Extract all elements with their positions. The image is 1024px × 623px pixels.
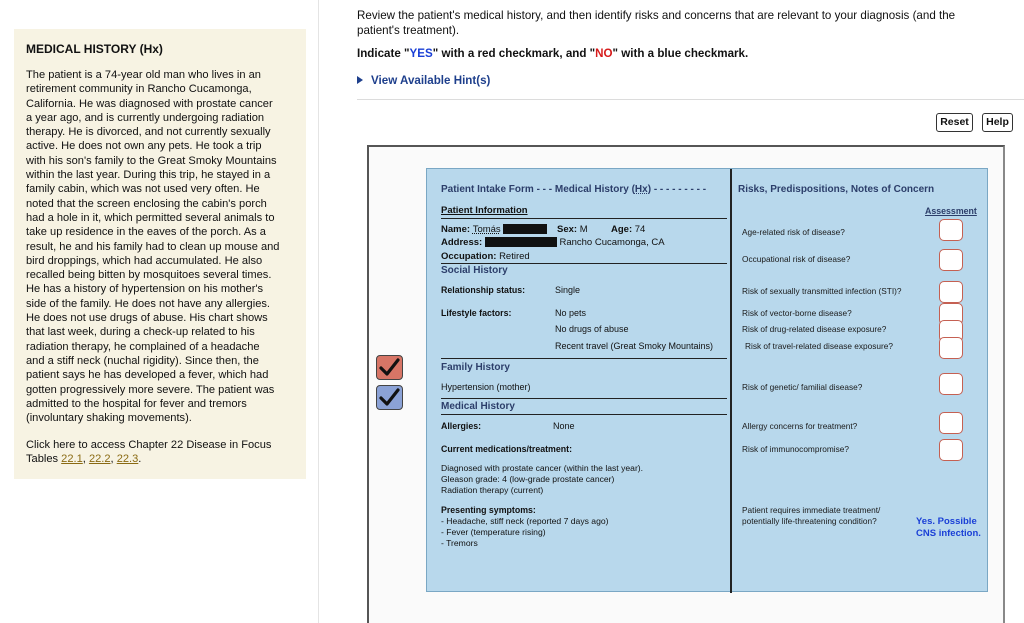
assessment-box-occupational[interactable] — [939, 249, 963, 271]
lifestyle-label: Lifestyle factors: — [441, 308, 512, 318]
social-rule — [441, 263, 727, 264]
panel-divider — [318, 0, 319, 623]
lifestyle-item: No drugs of abuse — [555, 324, 629, 334]
help-button[interactable]: Help — [982, 113, 1013, 132]
risk-vector-borne: Risk of vector-borne disease? — [742, 308, 852, 318]
family-rule — [441, 358, 727, 359]
intake-form-header: Patient Intake Form - - - Medical History (Hx) - - - - - - - - - — [441, 184, 707, 195]
table-link-22-1[interactable]: 22.1 — [61, 453, 83, 466]
chapter-link-text: Click here to access Chapter 22 Disease in Focus Tables — [26, 439, 272, 466]
social-history-heading: Social History — [441, 265, 508, 276]
patient-info-heading: Patient Information — [441, 205, 528, 216]
lifestyle-item: No pets — [555, 308, 587, 318]
treatment-question-line-1: Patient requires immediate treatment/ — [742, 505, 881, 515]
allergies-value: None — [553, 421, 575, 431]
activity-top-border — [357, 99, 1024, 100]
patient-info-rule — [441, 218, 727, 219]
yes-word: YES — [409, 47, 433, 60]
risk-age: Age-related risk of disease? — [742, 227, 845, 237]
assessment-box-travel-related[interactable] — [939, 337, 963, 359]
family-history-heading: Family History — [441, 362, 510, 373]
risk-sti: Risk of sexually transmitted infection (STI)? — [742, 286, 902, 296]
medical-history-heading: Medical History — [441, 401, 515, 412]
caret-right-icon — [357, 76, 363, 84]
family-history-value: Hypertension (mother) — [441, 382, 531, 392]
risk-occupational: Occupational risk of disease? — [742, 254, 851, 264]
assessment-heading: Assessment — [925, 206, 977, 216]
risk-drug-related: Risk of drug-related disease exposure? — [742, 324, 887, 334]
checkmark-icon — [377, 356, 402, 379]
medical-rule — [441, 398, 727, 399]
sex-row: Sex: M — [557, 224, 588, 235]
chapter-tables-note: Click here to access Chapter 22 Disease in Focus Tables 22.1, 22.2, 22.3. — [26, 439, 272, 466]
risk-travel-related: Risk of travel-related disease exposure? — [745, 341, 894, 351]
occupation-row: Occupation: Retired — [441, 251, 530, 262]
reset-button[interactable]: Reset — [936, 113, 973, 132]
assessment-box-age[interactable] — [939, 219, 963, 241]
form-column-divider — [730, 169, 732, 593]
treatment-answer-line-1: Yes. Possible — [916, 516, 977, 527]
case-title: MEDICAL HISTORY (Hx) — [26, 42, 163, 56]
risks-header: Risks, Predispositions, Notes of Concern — [738, 184, 935, 195]
medication-item: Radiation therapy (current) — [441, 485, 544, 495]
assessment-box-sti[interactable] — [939, 281, 963, 303]
treatment-question-line-2: potentially life-threatening condition? — [742, 516, 877, 526]
symptoms-label: Presenting symptoms: — [441, 505, 536, 515]
case-history-panel — [14, 29, 306, 479]
view-hints-toggle[interactable] — [357, 74, 490, 87]
case-description: The patient is a 74-year old man who lives in an retirement community in Rancho Cucamonga, California. He was diagnosed with prostate cancer a year ago, and is currently undergoing radiation therapy. He is divorced, and not currently sexually active. He does not own any pets. He took a trip with his son's family to the Great Smoky Mountains within the last year. During this trip, he stayed in a family cabin, which was not used very often. He noted that the screen enclosing the cabin's porch had a hole in it, which permitted several animals to take up residence in the eaves of the porch. As a result, he and his family had to clean up mouse and bird droppings, which had accumulated. He also recalled being bitten by mosquitoes several times. He has a history of hypertension on his mother's side of the family. He does not have any allergies. He does not use drugs of abuse. His chart shows that last week, during a check-up related to his radiation therapy, he complained of a headache and a stiff neck (nuchal rigidity). Since then, the patient says he has developed a fever, which had gotten progressively more severe. The patient was admitted to the hospital for fever and tremors (involuntary shaking movements). — [26, 69, 280, 425]
lifestyle-item: Recent travel (Great Smoky Mountains) — [555, 341, 714, 351]
patient-name: Tomás — [472, 224, 501, 235]
assessment-box-immunocompromise[interactable] — [939, 439, 963, 461]
redacted-block — [485, 237, 557, 247]
table-link-22-3[interactable]: 22.3 — [116, 453, 139, 466]
no-word: NO — [595, 47, 613, 60]
checkmark-icon — [377, 386, 402, 409]
address-row: Address: Rancho Cucamonga, CA — [441, 237, 665, 248]
medications-label: Current medications/treatment: — [441, 444, 572, 454]
blue-checkmark-token[interactable] — [376, 385, 403, 410]
risk-allergy: Allergy concerns for treatment? — [742, 421, 858, 431]
treatment-answer-line-2: CNS infection. — [916, 528, 981, 539]
red-checkmark-token[interactable] — [376, 355, 403, 380]
medical-rule-2 — [441, 414, 727, 415]
assessment-box-allergy[interactable] — [939, 412, 963, 434]
patient-intake-form — [426, 168, 988, 592]
relationship-value: Single — [555, 285, 581, 295]
hint-label: View Available Hint(s) — [371, 74, 491, 87]
table-link-22-2[interactable]: 22.2 — [88, 453, 111, 466]
risk-genetic: Risk of genetic/ familial disease? — [742, 382, 863, 392]
name-row: Name: Tomás — [441, 224, 547, 235]
symptom-item: - Fever (temperature rising) — [441, 527, 546, 537]
age-row: Age: 74 — [611, 224, 646, 235]
instructions-text: Review the patient's medical history, and then identify risks and concerns that are relevant to your diagnosis (and the patient's treatment). — [357, 9, 956, 37]
risk-immunocompromise: Risk of immunocompromise? — [742, 444, 849, 454]
assessment-box-genetic[interactable] — [939, 373, 963, 395]
address-value: Rancho Cucamonga, CA — [559, 237, 665, 248]
redacted-block — [503, 224, 547, 234]
allergies-label: Allergies: — [441, 421, 482, 431]
symptom-item: - Headache, stiff neck (reported 7 days ago) — [441, 516, 609, 526]
symptom-item: - Tremors — [441, 538, 478, 548]
relationship-label: Relationship status: — [441, 285, 526, 295]
medication-item: Gleason grade: 4 (low-grade prostate cancer) — [441, 474, 615, 484]
indicate-instruction: Indicate "YES" with a red checkmark, and "NO" with a blue checkmark. — [357, 47, 749, 60]
medication-item: Diagnosed with prostate cancer (within the last year). — [441, 463, 644, 473]
